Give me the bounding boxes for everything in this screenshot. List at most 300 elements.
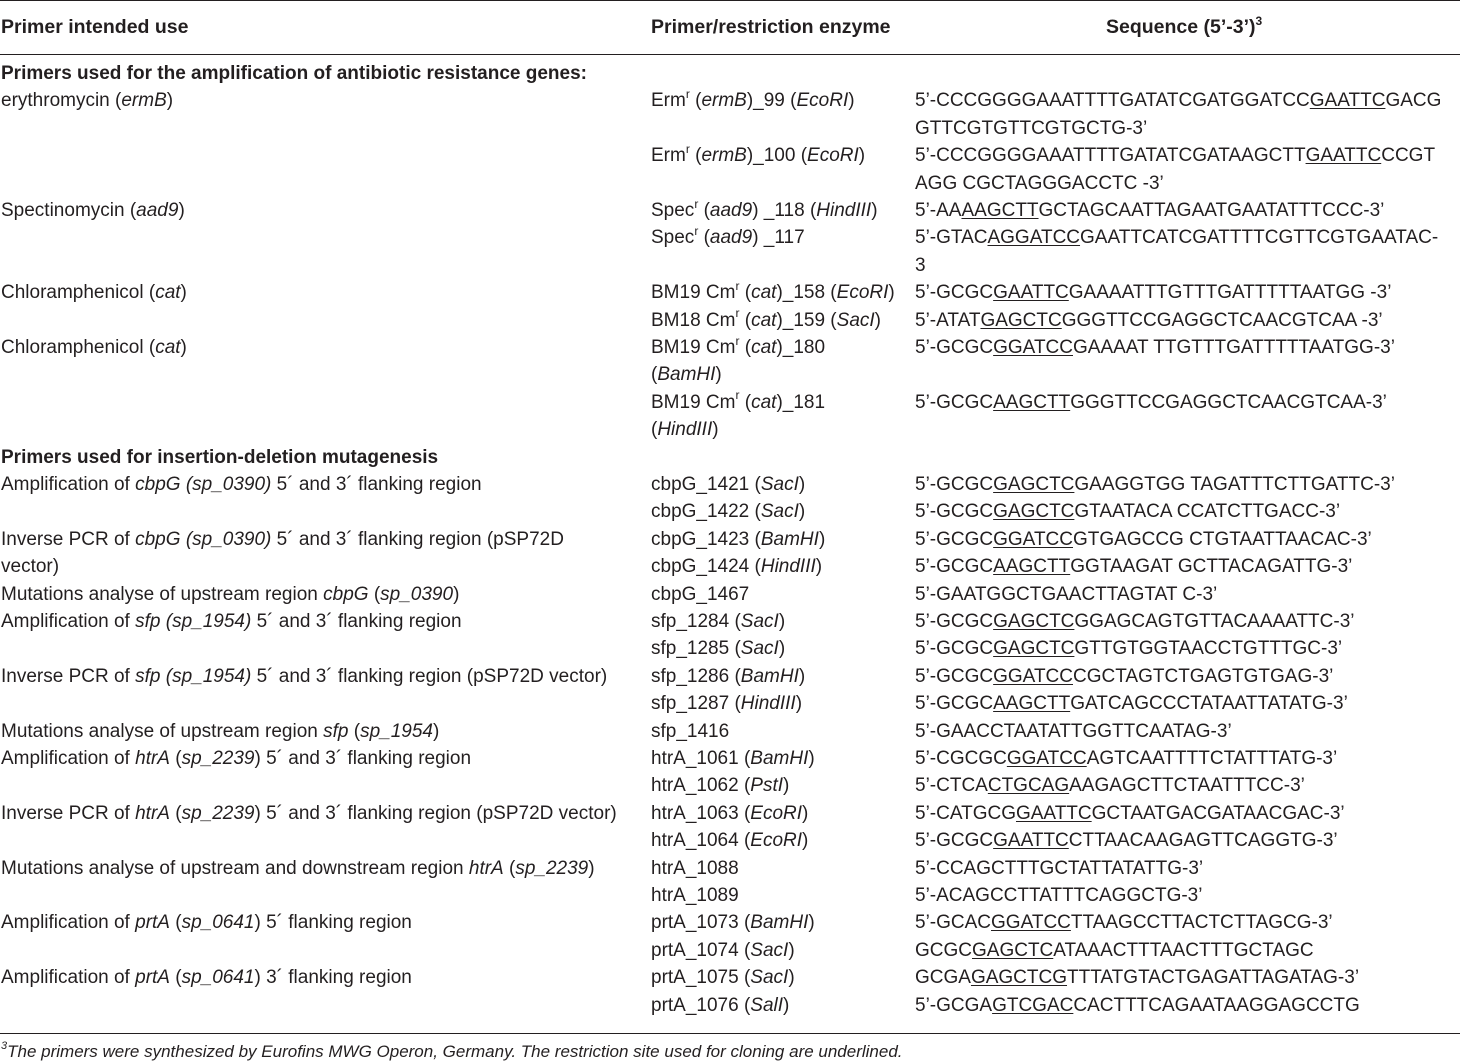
column-header-intended-use: Primer intended use <box>1 16 189 38</box>
table-row <box>0 855 1460 882</box>
primer-name-cell <box>651 663 805 690</box>
sequence-cell <box>915 87 1441 114</box>
restriction-site: GGATCC <box>991 912 1071 934</box>
cell-text: GCGA <box>915 967 971 989</box>
primer-name-cell <box>651 197 878 224</box>
primer-name-cell <box>651 389 825 416</box>
table-row <box>0 690 1460 717</box>
cell-text: 5’-GCGC <box>915 638 994 660</box>
cell-text: Inverse PCR of <box>1 802 136 824</box>
cell-text: ) <box>166 90 174 112</box>
restriction-site: AAGCTT <box>993 391 1071 413</box>
cell-text: ( <box>698 227 710 249</box>
cell-text: ) <box>815 556 823 578</box>
cell-text: ( <box>739 309 752 331</box>
cell-text: 5’-GAATGGCTGAACTTAGTAT C-3’ <box>915 583 1218 605</box>
cell-text: ) <box>778 611 786 632</box>
sequence-cell <box>915 608 1355 635</box>
cell-text: 5’-ATAT <box>915 309 981 331</box>
cell-text: CACTTTCAGAATAAGGAGCCTG <box>1073 994 1360 1016</box>
table-row <box>0 361 1460 388</box>
cell-text: Inverse PCR of <box>1 528 136 550</box>
table-row <box>0 498 1460 525</box>
table-row <box>0 389 1460 416</box>
superscript: r <box>735 333 740 348</box>
cell-text: Mutations analyse of upstream region <box>1 720 324 742</box>
table-row <box>0 882 1460 909</box>
italic-text: sfp <box>135 611 161 632</box>
sequence-header-text: Sequence (5’-3’) <box>1106 16 1256 38</box>
cell-text: 5’-GCGC <box>915 391 994 413</box>
restriction-site: GAGCTC <box>993 474 1075 495</box>
cell-text: 5´ and 3´ flanking region (pSP72D <box>271 528 564 550</box>
cell-text: ( <box>169 802 182 824</box>
italic-text: SacI <box>836 309 875 331</box>
sequence-cell <box>915 252 926 279</box>
cell-text: 5’-GAACCTAATATTGGTTCAATAG-3’ <box>915 720 1232 742</box>
cell-text: 5’-GCGC <box>915 830 994 852</box>
table-row <box>0 224 1460 251</box>
table-row <box>0 279 1460 306</box>
cell-text: cbpG_1422 ( <box>651 501 761 523</box>
cell-text: prtA_1075 ( <box>651 967 751 989</box>
cell-text: Amplification of <box>1 912 136 934</box>
table-row <box>0 964 1460 991</box>
primer-name-cell <box>651 635 785 662</box>
table-row <box>0 471 1460 498</box>
sequence-cell <box>915 553 1352 580</box>
restriction-site: CTGCAG <box>987 775 1070 797</box>
cell-text: ) <box>788 939 795 961</box>
cell-text: ) _117 <box>752 227 805 249</box>
cell-text: ) <box>871 200 878 221</box>
italic-text: ermB <box>701 90 747 112</box>
cell-text: ) <box>818 528 826 550</box>
cell-text: ) <box>808 748 815 769</box>
cell-text: GCTAATGACGATAACGAC-3’ <box>1091 802 1345 824</box>
table-row <box>0 60 1460 87</box>
cell-text: Spec <box>651 200 695 221</box>
sequence-cell <box>915 307 1383 334</box>
cell-text: 5’-CTCA <box>915 775 988 797</box>
table-row <box>0 827 1460 854</box>
cell-text: htrA_1062 ( <box>651 775 751 797</box>
primer-name-cell <box>651 909 815 936</box>
italic-text: SalI <box>750 994 784 1016</box>
restriction-site: AAGCTT <box>993 556 1071 578</box>
cell-text: cbpG_1467 <box>651 583 750 605</box>
cell-text: ) <box>808 912 815 934</box>
cell-text: vector) <box>1 556 60 578</box>
italic-text: HindIII <box>760 556 816 578</box>
cell-text: 5´ and 3´ flanking region <box>251 611 462 632</box>
cell-text: 5’-CGCGC <box>915 748 1007 769</box>
primer-name-cell <box>651 553 822 580</box>
primer-name-cell <box>651 279 895 306</box>
cell-text: sfp_1287 ( <box>651 693 741 715</box>
primer-name-cell <box>651 471 805 498</box>
cell-text: 5’-CATGCG <box>915 802 1016 824</box>
cell-text: )_180 <box>776 337 826 358</box>
cell-text: Amplification of <box>1 474 136 495</box>
table-row <box>0 334 1460 361</box>
italic-text: BamHI <box>740 665 799 687</box>
footnote-text: The primers were synthesized by Eurofins MWG Operon, Germany. The restriction site used for cloning are underlined. <box>7 1042 903 1061</box>
superscript: r <box>735 306 740 321</box>
restriction-site: GGATCC <box>993 528 1073 550</box>
cell-text: Chloramphenicol ( <box>1 282 156 304</box>
cell-text: GTAATACA CCATCTTGACC-3’ <box>1074 501 1341 523</box>
restriction-site: GAGCTC <box>993 638 1075 660</box>
cell-text: 5’-GCGC <box>915 282 994 304</box>
sequence-cell <box>915 389 1387 416</box>
italic-text: sp_0390 <box>380 583 454 605</box>
sequence-cell <box>915 142 1435 169</box>
cell-text: Spec <box>651 227 695 249</box>
cell-text: ) <box>802 802 809 824</box>
restriction-site: GAGCTC <box>980 309 1062 331</box>
primer-name-cell <box>651 718 729 745</box>
table-footnote <box>1 1040 903 1064</box>
cell-text: GAAGGTGG TAGATTTCTTGATTC-3’ <box>1074 474 1395 495</box>
italic-text: BamHI <box>750 748 809 769</box>
cell-text: 5’-GCGC <box>915 693 994 715</box>
primer-name-cell <box>651 416 719 443</box>
sequence-cell <box>915 772 1305 799</box>
cell-text: ( <box>698 200 710 221</box>
table-row <box>0 772 1460 799</box>
cell-text: CGCTAGTCTGAGTGTGAG-3’ <box>1073 665 1334 687</box>
cell-text: CTTAACAAGAGTTCAGGTG-3’ <box>1068 830 1338 852</box>
cell-text: BM19 Cm <box>651 391 736 413</box>
intended-use-cell <box>1 526 564 553</box>
sequence-cell <box>915 745 1337 772</box>
table-row <box>0 142 1460 169</box>
sequence-header-footnote-mark: 3 <box>1255 13 1263 28</box>
cell-text: ) <box>453 583 460 605</box>
primer-name-cell <box>651 334 825 361</box>
table-row <box>0 252 1460 279</box>
cell-text: ( <box>348 720 361 742</box>
table-row <box>0 115 1460 142</box>
table-row <box>0 416 1460 443</box>
table-row <box>0 87 1460 114</box>
cell-text: ) 5´ and 3´ flanking region (pSP72D vector) <box>254 802 617 824</box>
italic-text: cbpG <box>135 528 181 550</box>
superscript: r <box>685 87 690 102</box>
intended-use-cell <box>1 909 412 936</box>
superscript: r <box>685 141 690 156</box>
cell-text: ) <box>178 200 185 221</box>
italic-text: cat <box>751 391 777 413</box>
cell-text: ATAAACTTTAACTTTGCTAGC <box>1053 939 1314 961</box>
primer-name-cell <box>651 800 808 827</box>
table-row <box>0 663 1460 690</box>
intended-use-cell <box>1 334 187 361</box>
cell-text: ) _118 ( <box>752 200 817 221</box>
restriction-site: GTCGAC <box>992 994 1074 1016</box>
restriction-site: GAATTC <box>993 282 1069 304</box>
italic-text: (sp_1954) <box>165 665 252 687</box>
restriction-site: AAGCTT <box>993 693 1071 715</box>
cell-text: ( <box>169 748 182 769</box>
primer-name-cell <box>651 992 789 1019</box>
italic-text: cat <box>751 337 777 358</box>
cell-text: ( <box>651 419 658 441</box>
cell-text: ) <box>783 775 790 797</box>
cell-text: TTAAGCCTTACTCTTAGCG-3’ <box>1070 912 1333 934</box>
cell-text: 5’-GCGC <box>915 501 994 523</box>
cell-text: Erm <box>651 90 686 112</box>
cell-text: ) <box>433 720 440 742</box>
sequence-cell <box>915 992 1360 1019</box>
sequence-cell <box>915 526 1372 553</box>
cell-text: ) <box>712 419 719 441</box>
italic-text: (sp_0390) <box>185 528 272 550</box>
cell-text: )_158 ( <box>776 282 837 304</box>
cell-text: cbpG_1421 ( <box>651 474 761 495</box>
cell-text: AAGAGCTTCTAATTTCC-3’ <box>1069 775 1305 797</box>
intended-use-cell <box>1 800 617 827</box>
cell-text: 5’-CCCGGGGAAATTTTGATATCGATGGATCC <box>915 90 1310 112</box>
cell-text: 5’-GCGC <box>915 474 994 495</box>
cell-text: ) <box>795 693 803 715</box>
cell-text: ) 5´ flanking region <box>254 912 412 934</box>
italic-text: BamHI <box>750 912 809 934</box>
italic-text: sp_1954 <box>360 720 433 742</box>
cell-text: 5’-GCGC <box>915 556 994 578</box>
cell-text: 5’-GCGC <box>915 665 994 687</box>
italic-text: htrA <box>135 802 170 824</box>
italic-text: cat <box>751 309 777 331</box>
italic-text: sp_0641 <box>181 912 255 934</box>
cell-text: prtA_1076 ( <box>651 994 751 1016</box>
cell-text: ) <box>788 967 795 989</box>
cell-text: ( <box>169 912 182 934</box>
sequence-cell <box>915 663 1333 690</box>
italic-text: SacI <box>740 611 779 632</box>
table-row <box>0 526 1460 553</box>
table-row <box>0 937 1460 964</box>
superscript: r <box>735 278 740 293</box>
cell-text: 5’-GCGC <box>915 337 994 358</box>
sequence-cell <box>915 224 1438 251</box>
cell-text: GTGAGCCG CTGTAATTAACAC-3’ <box>1073 528 1372 550</box>
italic-text: prtA <box>135 912 170 934</box>
italic-text: SacI <box>760 474 799 495</box>
cell-text: GGGTTCCGAGGCTCAACGTCAA -3’ <box>1061 309 1383 331</box>
sequence-cell <box>915 471 1395 498</box>
cell-text: ( <box>503 857 516 879</box>
table-row <box>0 800 1460 827</box>
restriction-site: GAATTC <box>993 830 1069 852</box>
table-row <box>0 745 1460 772</box>
table-row <box>0 718 1460 745</box>
restriction-site: GAATTC <box>1305 145 1382 167</box>
primer-name-cell <box>651 964 795 991</box>
italic-text: prtA <box>135 967 170 989</box>
cell-text: Chloramphenicol ( <box>1 337 156 358</box>
cell-text: 5´ and 3´ flanking region <box>271 474 482 495</box>
cell-text: cbpG_1423 ( <box>651 528 761 550</box>
cell-text: Primers used for insertion-deletion mutagenesis <box>1 446 439 468</box>
italic-text: cat <box>155 282 181 304</box>
cell-text: htrA_1061 ( <box>651 748 751 769</box>
italic-text: SacI <box>760 501 799 523</box>
sequence-cell <box>915 964 1359 991</box>
cell-text: Mutations analyse of upstream and downstream region <box>1 857 469 879</box>
intended-use-cell <box>1 964 412 991</box>
cell-text: ) <box>874 309 881 331</box>
cell-text: 5’-GCGA <box>915 994 993 1016</box>
cell-text: 3 <box>915 254 926 276</box>
primer-name-cell <box>651 690 802 717</box>
cell-text: sfp_1416 <box>651 720 730 742</box>
sequence-cell <box>915 882 1202 909</box>
restriction-site: GAATTC <box>1309 90 1386 112</box>
cell-text: GCGC <box>915 939 972 961</box>
superscript: r <box>694 224 699 239</box>
italic-text: SacI <box>740 638 779 660</box>
sequence-cell <box>915 115 1147 142</box>
cell-text: 5’-GTAC <box>915 227 988 249</box>
table-row <box>0 197 1460 224</box>
restriction-site: GGATCC <box>993 665 1073 687</box>
primer-name-cell <box>651 937 795 964</box>
cell-text: ) <box>180 282 187 304</box>
cell-text: ( <box>689 145 702 167</box>
column-header-primer-enzyme: Primer/restriction enzyme <box>651 16 891 38</box>
cell-text: prtA_1073 ( <box>651 912 751 934</box>
cell-text: ) <box>802 830 809 852</box>
primer-name-cell <box>651 307 881 334</box>
footnote-mark: 3 <box>1 1040 8 1053</box>
sequence-cell <box>915 635 1342 662</box>
primer-name-cell <box>651 745 815 772</box>
cell-text: 5’-GCGC <box>915 528 994 550</box>
cell-text: sfp_1284 ( <box>651 611 741 632</box>
cell-text: sfp_1285 ( <box>651 638 741 660</box>
cell-text: )_159 ( <box>776 309 837 331</box>
sequence-cell <box>915 909 1333 936</box>
cell-text: 5’-AA <box>915 200 962 221</box>
cell-text: htrA_1088 <box>651 857 739 879</box>
italic-text: (sp_1954) <box>165 611 252 632</box>
cell-text: Primers used for the amplification of antibiotic resistance genes: <box>1 63 587 84</box>
italic-text: BamHI <box>657 364 716 386</box>
column-header-sequence <box>1106 14 1262 40</box>
table-row <box>0 909 1460 936</box>
italic-text: sfp <box>135 665 161 687</box>
italic-text: aad9 <box>136 200 179 221</box>
italic-text: EcoRI <box>836 282 889 304</box>
cell-text: )_181 <box>776 391 826 413</box>
cell-text: ) <box>858 145 866 167</box>
cell-text: GGTAAGAT GCTTACAGATTG-3’ <box>1070 556 1353 578</box>
table-row <box>0 635 1460 662</box>
cell-text: Inverse PCR of <box>1 665 136 687</box>
sequence-cell <box>915 800 1345 827</box>
italic-text: EcoRI <box>750 830 803 852</box>
intended-use-cell <box>1 553 59 580</box>
restriction-site: GAATTC <box>1015 802 1092 824</box>
cell-text: 5’-GCAC <box>915 912 992 934</box>
cell-text: erythromycin ( <box>1 90 122 112</box>
cell-text: ) <box>715 364 722 386</box>
cell-text: GAAAAT TTGTTTGATTTTTAATGG-3’ <box>1073 337 1395 358</box>
intended-use-cell <box>1 855 595 882</box>
restriction-site: GGATCC <box>1006 748 1087 769</box>
sequence-cell <box>915 197 1384 224</box>
cell-text: ) <box>588 857 595 879</box>
italic-text: EcoRI <box>750 802 803 824</box>
cell-text: BM18 Cm <box>651 309 736 331</box>
cell-text: GAATTCATCGATTTTCGTTCGTGAATAC- <box>1080 227 1439 249</box>
intended-use-cell <box>1 279 187 306</box>
intended-use-cell <box>1 718 439 745</box>
italic-text: PstI <box>750 775 784 797</box>
restriction-site: GAGCTCG <box>970 967 1068 989</box>
restriction-site: GAGCTC <box>972 939 1054 961</box>
sequence-cell <box>915 581 1217 608</box>
sequence-cell <box>915 498 1340 525</box>
cell-text: Amplification of <box>1 748 136 769</box>
italic-text: sp_2239 <box>515 857 589 879</box>
cell-text: cbpG_1424 ( <box>651 556 761 578</box>
italic-text: BamHI <box>760 528 819 550</box>
cell-text: GATCAGCCCTATAATTATATG-3’ <box>1070 693 1348 715</box>
bottom-rule <box>0 1033 1460 1034</box>
cell-text: )_99 ( <box>746 90 797 112</box>
top-rule <box>0 0 1460 1</box>
cell-text: 5’-GCGC <box>915 611 994 632</box>
italic-text: aad9 <box>709 227 753 249</box>
sequence-cell <box>915 827 1338 854</box>
cell-text: htrA_1089 <box>651 885 739 906</box>
cell-text: 5´ and 3´ flanking region (pSP72D vector) <box>251 665 608 687</box>
cell-text: ( <box>739 337 752 358</box>
restriction-site: AGGATCC <box>987 227 1081 249</box>
cell-text: GCTAGCAATTAGAATGAATATTTCCC-3’ <box>1038 200 1385 221</box>
cell-text: Spectinomycin ( <box>1 200 137 221</box>
cell-text: htrA_1064 ( <box>651 830 751 852</box>
cell-text: AGTCAATTTTCTATTTATG-3’ <box>1086 748 1338 769</box>
primer-name-cell <box>651 581 749 608</box>
italic-text: cat <box>751 282 777 304</box>
italic-text: EcoRI <box>807 145 859 167</box>
primer-name-cell <box>651 87 855 114</box>
primer-name-cell <box>651 526 825 553</box>
cell-text: )_100 ( <box>746 145 808 167</box>
primer-name-cell <box>651 361 722 388</box>
primer-name-cell <box>651 855 739 882</box>
cell-text: ) <box>798 501 806 523</box>
cell-text: Erm <box>651 145 686 167</box>
cell-text: ( <box>169 967 182 989</box>
cell-text: 5’-ACAGCCTTATTTCAGGCTG-3’ <box>915 885 1203 906</box>
cell-text: BM19 Cm <box>651 337 736 358</box>
italic-text: HindIII <box>816 200 872 221</box>
primer-name-cell <box>651 772 789 799</box>
sequence-cell <box>915 718 1232 745</box>
cell-text: ( <box>368 583 381 605</box>
table-row <box>0 170 1460 197</box>
italic-text: SacI <box>750 939 789 961</box>
cell-text: htrA_1063 ( <box>651 802 751 824</box>
intended-use-cell <box>1 608 462 635</box>
italic-text: sfp <box>323 720 349 742</box>
sequence-cell <box>915 334 1395 361</box>
